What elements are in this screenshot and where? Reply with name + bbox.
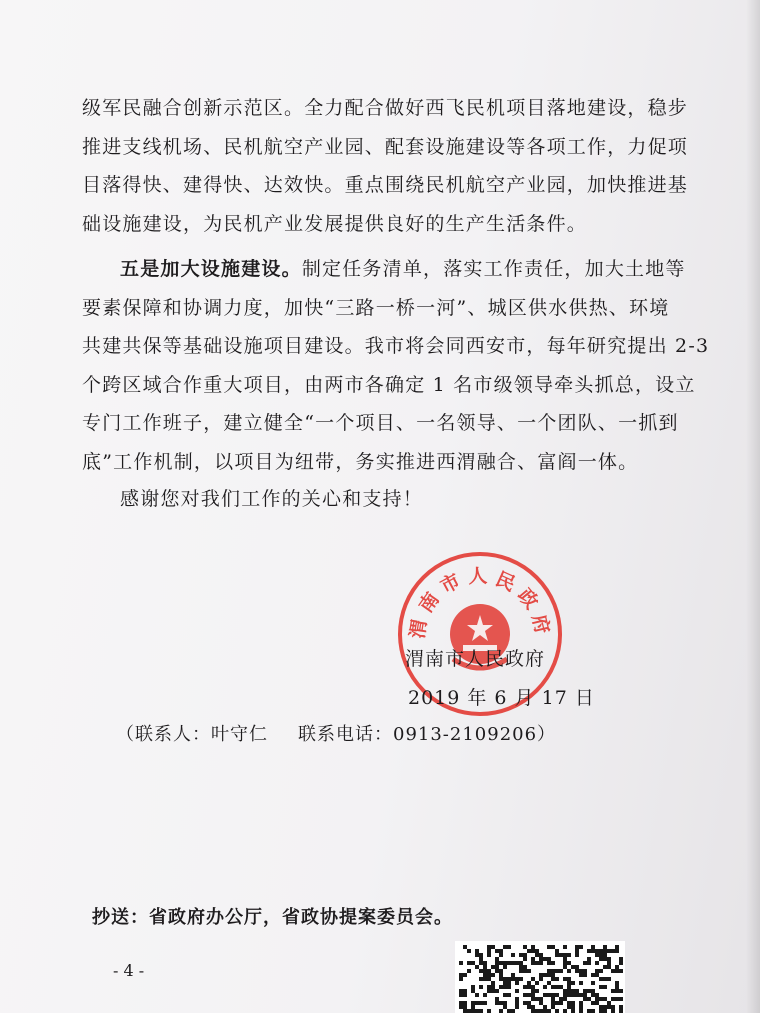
text-line: 个跨区域合作重大项目，由两市各确定 1 名市级领导牵头抓总，设立 [82, 373, 696, 396]
issue-date: 2019 年 6 月 17 日 [408, 687, 595, 709]
closing-thanks [82, 480, 682, 519]
text-line: 础设施建设，为民机产业发展提供良好的生产生活条件。 [82, 212, 588, 235]
text-line: 专门工作班子，建立健全“一个项目、一名领导、一个团队、一抓到 [82, 412, 679, 434]
paragraph-1 [82, 89, 689, 243]
signature-authority: 渭南市人民政府 [405, 648, 546, 670]
text-line: 要素保障和协调力度，加快“三路一桥一河”、城区供水供热、环境 [82, 296, 670, 319]
text-line: 底”工作机制，以项目为纽带，务实推进西渭融合、富阎一体。 [82, 450, 639, 473]
text-line: 共建共保等基础设施项目建设。我市将会同西安市，每年研究提出 2-3 [82, 335, 710, 357]
svg-text:渭 南 市 人 民 政 府: 渭 南 市 人 民 政 府 [406, 565, 554, 640]
text-line: 级军民融合创新示范区。全力配合做好西飞民机项目落地建设，稳步 [82, 97, 689, 119]
text-line: 目落得快、建得快、达效快。重点围绕民机航空产业园，加快推进基 [82, 174, 689, 196]
text-line: 推进支线机场、民机航空产业园、配套设施建设等各项工作，力促项 [82, 135, 689, 158]
page-edge-shadow [746, 0, 760, 1013]
page-number: - 4 - [113, 961, 145, 980]
text-line: 感谢您对我们工作的关心和支持！ [120, 488, 424, 510]
cc-recipients: 抄送：省政府办公厅，省政协提案委员会。 [92, 907, 453, 928]
text-run: 制定任务清单，落实工作责任，加大土地等 [301, 258, 686, 280]
section-heading: 五是加大设施建设。 [120, 258, 302, 280]
barcode-image [455, 941, 625, 1013]
contact-person: （联系人：叶守仁 [116, 724, 268, 745]
contact-phone: 联系电话：0913-2109206） [298, 724, 557, 745]
paragraph-2 [82, 250, 710, 481]
text-line [82, 250, 686, 289]
contact-info [116, 720, 556, 746]
